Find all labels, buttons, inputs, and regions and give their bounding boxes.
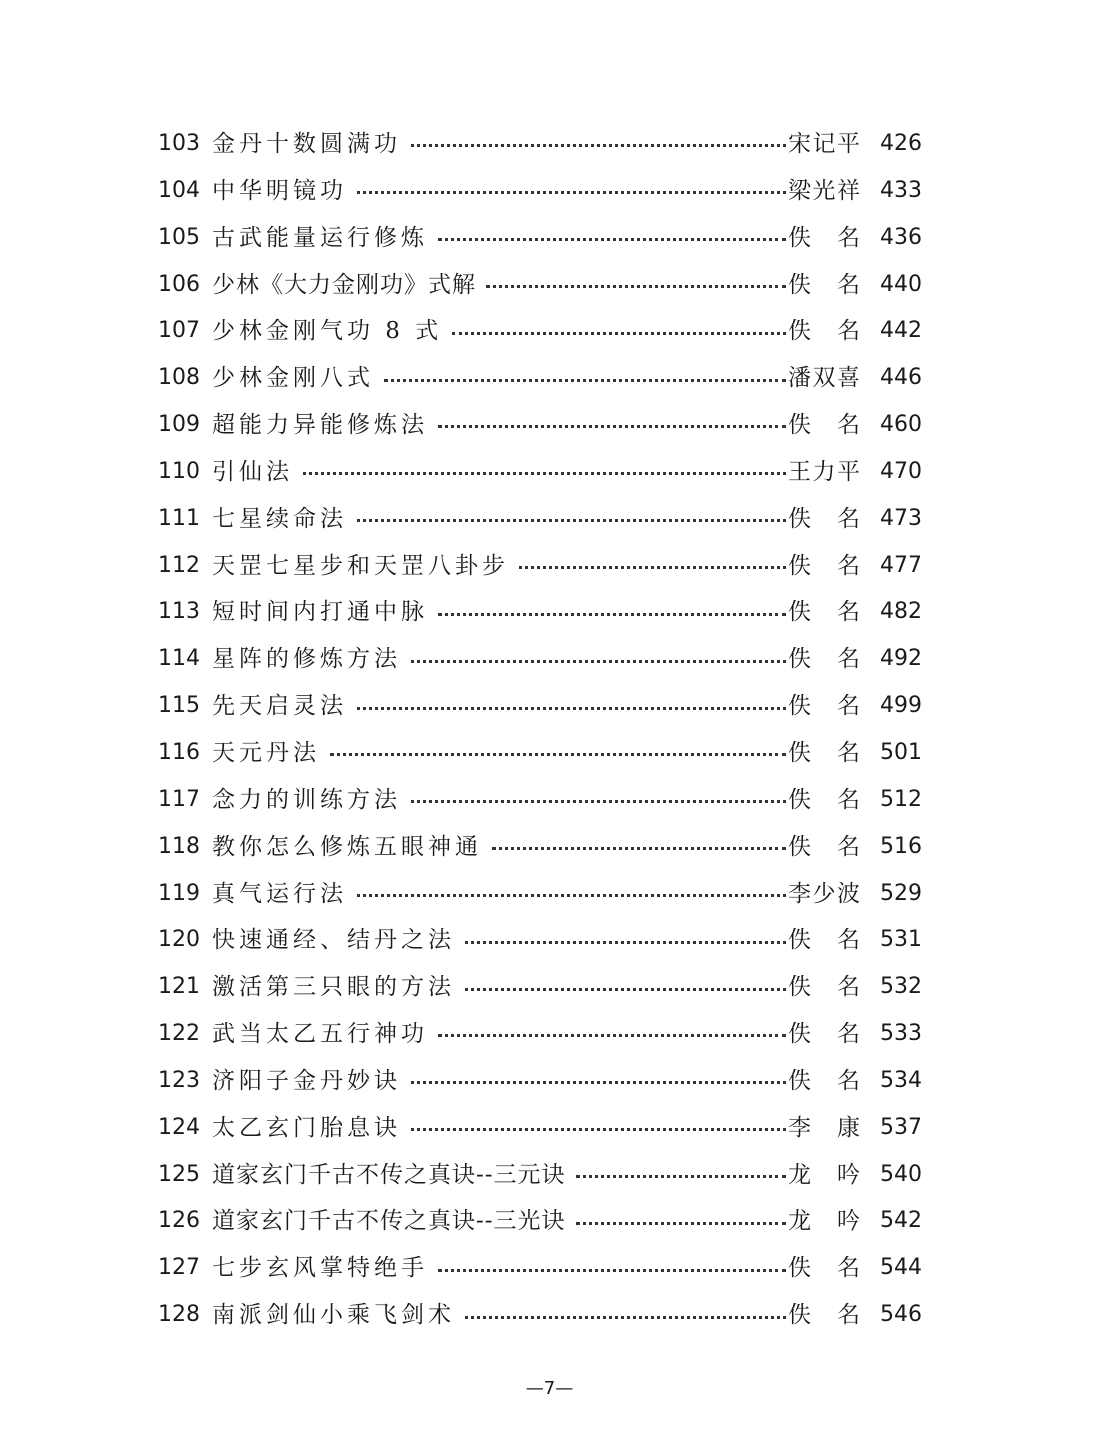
dot-leader: [438, 612, 786, 616]
toc-entry[interactable]: [0, 543, 1099, 590]
entry-page: 544: [880, 1255, 922, 1281]
toc-entry[interactable]: [0, 1058, 1099, 1105]
dot-leader: [384, 378, 786, 382]
toc-entry[interactable]: [0, 589, 1099, 636]
dot-leader: [519, 565, 786, 569]
entry-title: 七步玄风掌特绝手: [212, 1255, 428, 1282]
toc-entry[interactable]: [0, 871, 1099, 918]
toc-entry[interactable]: [0, 1292, 1099, 1339]
entry-number: 111: [158, 505, 200, 531]
entry-page: 426: [880, 131, 922, 156]
entry-title: 古武能量运行修炼: [212, 224, 428, 251]
toc-entry[interactable]: [0, 449, 1099, 496]
entry-author: 龙 吟: [788, 1161, 860, 1188]
toc-entry[interactable]: [0, 917, 1099, 964]
dot-leader: [330, 752, 786, 756]
entry-author: 佚 名: [788, 974, 860, 1001]
toc-entry[interactable]: [0, 777, 1099, 824]
page-number-footer: —7—: [525, 1378, 574, 1399]
dot-leader: [465, 987, 786, 991]
toc-entry[interactable]: [0, 1245, 1099, 1292]
entry-number: 113: [158, 599, 200, 625]
toc-entry[interactable]: [0, 683, 1099, 730]
toc-entry[interactable]: [0, 308, 1099, 355]
entry-number: 115: [158, 693, 200, 719]
dot-leader: [465, 1315, 786, 1319]
entry-title: 七星续命法: [212, 505, 347, 532]
dot-leader: [411, 1127, 786, 1131]
entry-number: 128: [158, 1302, 200, 1328]
entry-page: 436: [880, 224, 922, 250]
entry-number: 119: [158, 880, 200, 906]
toc-entry[interactable]: [0, 730, 1099, 777]
toc-entry[interactable]: [0, 964, 1099, 1011]
entry-author: 佚 名: [788, 552, 860, 579]
entry-author: 梁 光 祥: [788, 177, 860, 204]
dot-leader: [438, 424, 786, 428]
entry-number: 103: [158, 131, 200, 156]
toc-entry[interactable]: [0, 1198, 1099, 1245]
entry-page: 460: [880, 412, 922, 438]
dot-leader: [357, 518, 786, 522]
entry-title: 太乙玄门胎息诀: [212, 1114, 401, 1141]
entry-author: 李 少 波: [788, 880, 860, 907]
toc-entry[interactable]: [0, 262, 1099, 309]
entry-number: 109: [158, 412, 200, 438]
entry-author: 李 康: [788, 1114, 860, 1141]
entry-author: 佚 名: [788, 833, 860, 860]
entry-number: 106: [158, 271, 200, 297]
entry-page: 433: [880, 177, 922, 203]
toc-entry[interactable]: [0, 168, 1099, 215]
entry-title: 真气运行法: [212, 880, 347, 907]
entry-page: 516: [880, 833, 922, 859]
entry-title: 中华明镜功: [212, 177, 347, 204]
toc-entry[interactable]: [0, 1011, 1099, 1058]
dot-leader: [438, 1033, 786, 1037]
entry-author: 佚 名: [788, 1021, 860, 1048]
entry-author: 龙 吟: [788, 1208, 860, 1235]
entry-page: 477: [880, 552, 922, 578]
entry-title: 济阳子金丹妙诀: [212, 1067, 401, 1094]
toc-entry[interactable]: [0, 1152, 1099, 1199]
dot-leader: [357, 893, 786, 897]
entry-title: 武当太乙五行神功: [212, 1021, 428, 1048]
entry-title: 激活第三只眼的方法: [212, 974, 455, 1001]
entry-author: 佚 名: [788, 318, 860, 345]
entry-author: 宋 记 平: [788, 131, 860, 157]
dot-leader: [492, 846, 786, 850]
entry-title: 超能力异能修炼法: [212, 412, 428, 439]
entry-number: 104: [158, 177, 200, 203]
entry-number: 112: [158, 552, 200, 578]
entry-author: 佚 名: [788, 693, 860, 720]
entry-title: 少林金刚气功 8 式: [212, 318, 443, 345]
entry-number: 121: [158, 974, 200, 1000]
dot-leader: [576, 1221, 786, 1225]
entry-title: 道家玄门千古不传之真诀--三元诀: [212, 1161, 566, 1188]
toc-entry[interactable]: [0, 402, 1099, 449]
dot-leader: [452, 331, 786, 335]
entry-title: 先天启灵法: [212, 693, 347, 720]
entry-page: 442: [880, 318, 922, 344]
entry-number: 127: [158, 1255, 200, 1281]
entry-author: 王 力 平: [788, 458, 860, 485]
entry-author: 佚 名: [788, 505, 860, 532]
entry-title: 引仙法: [212, 458, 293, 485]
entry-title: 念力的训练方法: [212, 786, 401, 813]
entry-author: 佚 名: [788, 786, 860, 813]
dot-leader: [303, 471, 786, 475]
dot-leader: [411, 799, 786, 803]
dot-leader: [411, 1080, 786, 1084]
toc-entry[interactable]: [0, 215, 1099, 262]
dot-leader: [576, 1174, 786, 1178]
entry-author: 佚 名: [788, 646, 860, 673]
entry-title: 教你怎么修炼五眼神通: [212, 833, 482, 860]
entry-number: 114: [158, 646, 200, 672]
entry-number: 123: [158, 1067, 200, 1093]
entry-author: 佚 名: [788, 1255, 860, 1282]
entry-author: 佚 名: [788, 224, 860, 251]
entry-number: 117: [158, 786, 200, 812]
dot-leader: [438, 1268, 786, 1272]
entry-number: 118: [158, 833, 200, 859]
entry-page: 499: [880, 693, 922, 719]
dot-leader: [486, 284, 786, 288]
entry-number: 108: [158, 365, 200, 391]
toc-entry[interactable]: [0, 355, 1099, 402]
entry-title: 星阵的修炼方法: [212, 646, 401, 673]
entry-author: 佚 名: [788, 739, 860, 766]
entry-page: 440: [880, 271, 922, 297]
entry-page: 529: [880, 880, 922, 906]
toc-entry[interactable]: [0, 121, 1099, 168]
entry-author: 佚 名: [788, 271, 860, 298]
toc-entry[interactable]: [0, 636, 1099, 683]
toc-entry[interactable]: [0, 1105, 1099, 1152]
entry-page: 446: [880, 365, 922, 391]
entry-title: 南派剑仙小乘飞剑术: [212, 1302, 455, 1329]
entry-author: 佚 名: [788, 412, 860, 439]
dot-leader: [411, 659, 786, 663]
entry-page: 532: [880, 974, 922, 1000]
entry-number: 125: [158, 1161, 200, 1187]
entry-page: 534: [880, 1067, 922, 1093]
dot-leader: [411, 143, 786, 147]
dot-leader: [438, 237, 786, 241]
dot-leader: [357, 706, 786, 710]
entry-page: 470: [880, 458, 922, 484]
entry-title: 天罡七星步和天罡八卦步: [212, 552, 509, 579]
entry-number: 110: [158, 458, 200, 484]
entry-number: 120: [158, 927, 200, 953]
toc-entry[interactable]: [0, 496, 1099, 543]
entry-author: 佚 名: [788, 927, 860, 954]
dot-leader: [357, 190, 786, 194]
entry-page: 540: [880, 1161, 922, 1187]
entry-page: 533: [880, 1021, 922, 1047]
entry-title: 短时间内打通中脉: [212, 599, 428, 626]
entry-author: 佚 名: [788, 1302, 860, 1329]
entry-page: 473: [880, 505, 922, 531]
dot-leader: [465, 940, 786, 944]
entry-number: 105: [158, 224, 200, 250]
entry-number: 107: [158, 318, 200, 344]
entry-title: 少林《大力金刚功》式解: [212, 271, 476, 298]
entry-page: 531: [880, 927, 922, 953]
entry-page: 546: [880, 1302, 922, 1328]
entry-page: 512: [880, 786, 922, 812]
entry-page: 501: [880, 739, 922, 765]
entry-title: 快速通经、结丹之法: [212, 927, 455, 954]
entry-page: 492: [880, 646, 922, 672]
entry-number: 126: [158, 1208, 200, 1234]
toc-entry[interactable]: [0, 824, 1099, 871]
entry-title: 天元丹法: [212, 739, 320, 766]
entry-title: 少林金刚八式: [212, 365, 374, 392]
entry-page: 537: [880, 1114, 922, 1140]
entry-title: 金丹十数圆满功: [212, 131, 401, 157]
entry-number: 124: [158, 1114, 200, 1140]
entry-title: 道家玄门千古不传之真诀--三光诀: [212, 1208, 566, 1235]
entry-author: 佚 名: [788, 599, 860, 626]
table-of-contents: [0, 121, 1099, 1339]
entry-page: 542: [880, 1208, 922, 1234]
entry-author: 佚 名: [788, 1067, 860, 1094]
entry-number: 122: [158, 1021, 200, 1047]
entry-page: 482: [880, 599, 922, 625]
entry-number: 116: [158, 739, 200, 765]
entry-author: 潘 双 喜: [788, 365, 860, 392]
